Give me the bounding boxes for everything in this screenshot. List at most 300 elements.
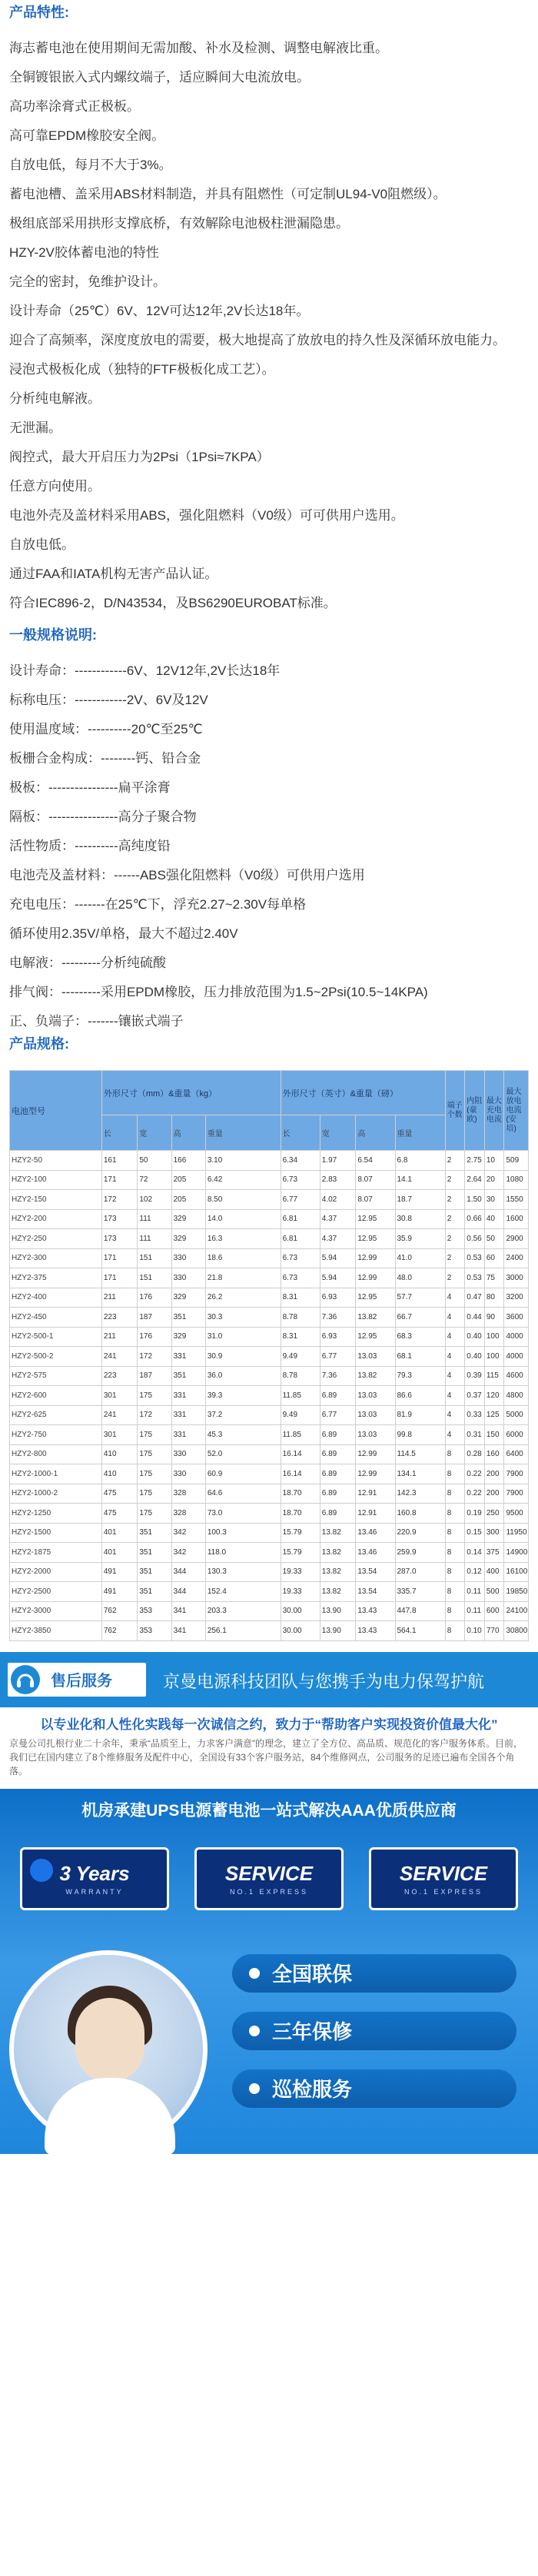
cell-model: HZY2-100 [10, 1170, 102, 1190]
cell-width-mm: 187 [138, 1366, 171, 1386]
cell-width-mm: 353 [138, 1601, 171, 1621]
cell-terminals: 2 [445, 1170, 465, 1190]
cell-length-in: 15.79 [281, 1523, 320, 1543]
feature-item: 浸泡式极板化成（独特的FTF极板化成工艺）。 [9, 362, 275, 377]
cell-terminals: 8 [445, 1504, 465, 1524]
cell-height-in: 6.54 [356, 1151, 395, 1171]
cell-model: HZY2-1875 [10, 1543, 102, 1563]
cell-height-mm: 166 [171, 1151, 205, 1171]
cell-weight-lb: 41.0 [395, 1248, 445, 1268]
cell-model: HZY2-250 [10, 1229, 102, 1249]
cell-weight-lb: 335.7 [395, 1582, 445, 1602]
table-row [10, 1347, 529, 1367]
pill-inspection-label: 巡检服务 [272, 2078, 353, 2101]
cell-terminals: 8 [445, 1464, 465, 1484]
cell-resistance: 0.53 [465, 1248, 485, 1268]
cell-length-in: 18.70 [281, 1504, 320, 1524]
cell-resistance: 0.11 [465, 1601, 485, 1621]
cell-resistance: 0.31 [465, 1425, 485, 1445]
cell-weight-kg: 3.10 [205, 1151, 281, 1171]
cell-model: HZY2-800 [10, 1444, 102, 1464]
cell-width-mm: 351 [138, 1543, 171, 1563]
cell-resistance: 0.22 [465, 1464, 485, 1484]
cell-weight-kg: 73.0 [205, 1504, 281, 1524]
cell-weight-lb: 81.9 [395, 1405, 445, 1425]
table-row [10, 1543, 529, 1563]
cell-model: HZY2-500-2 [10, 1347, 102, 1367]
cell-length-mm: 410 [101, 1464, 138, 1484]
cell-model: HZY2-3000 [10, 1601, 102, 1621]
cell-terminals: 8 [445, 1562, 465, 1582]
cell-max-discharge: 19850 [504, 1582, 529, 1602]
cell-weight-kg: 203.3 [205, 1601, 281, 1621]
cell-terminals: 8 [445, 1543, 465, 1563]
cell-resistance: 0.10 [465, 1621, 485, 1641]
cell-width-mm: 175 [138, 1386, 171, 1406]
cell-length-mm: 762 [101, 1621, 138, 1641]
cell-terminals: 2 [445, 1209, 465, 1229]
table-row [10, 1229, 529, 1249]
cell-length-in: 19.33 [281, 1582, 320, 1602]
cell-max-discharge: 24100 [504, 1601, 529, 1621]
cell-width-mm: 102 [138, 1190, 171, 1210]
cell-weight-kg: 6.42 [205, 1170, 281, 1190]
general-spec-item: 隔板：----------------高分子聚合物 [9, 809, 197, 824]
cell-width-in: 7.36 [320, 1308, 356, 1328]
cell-length-mm: 161 [101, 1151, 138, 1171]
feature-item: 通过FAA和IATA机构无害产品认证。 [9, 567, 218, 581]
col-head-model: 电池型号 [10, 1071, 102, 1151]
features-title: 产品特性: [9, 5, 69, 20]
cell-length-mm: 241 [101, 1347, 138, 1367]
cell-width-in: 6.89 [320, 1425, 356, 1445]
cell-width-mm: 176 [138, 1288, 171, 1308]
table-row [10, 1601, 529, 1621]
feature-item: 全铜镀银嵌入式内螺纹端子，适应瞬间大电流放电。 [9, 70, 310, 85]
cell-width-in: 6.77 [320, 1347, 356, 1367]
cell-weight-lb: 68.3 [395, 1327, 445, 1347]
cell-model: HZY2-625 [10, 1405, 102, 1425]
cell-height-mm: 329 [171, 1327, 205, 1347]
bullet-icon [249, 1968, 260, 1979]
general-spec-item: 电解液：---------分析纯硫酸 [9, 956, 166, 970]
cell-length-in: 6.73 [281, 1268, 320, 1288]
cell-width-in: 2.83 [320, 1170, 356, 1190]
cell-resistance: 0.66 [465, 1209, 485, 1229]
cell-max-charge: 375 [484, 1543, 504, 1563]
cell-weight-lb: 66.7 [395, 1308, 445, 1328]
cell-width-in: 4.37 [320, 1209, 356, 1229]
cell-max-charge: 125 [484, 1405, 504, 1425]
cell-max-charge: 60 [484, 1248, 504, 1268]
cell-resistance: 0.39 [465, 1366, 485, 1386]
cell-height-mm: 330 [171, 1248, 205, 1268]
cell-weight-lb: 114.5 [395, 1444, 445, 1464]
cell-weight-lb: 79.3 [395, 1366, 445, 1386]
cell-terminals: 4 [445, 1425, 465, 1445]
cell-width-mm: 151 [138, 1248, 171, 1268]
cell-height-mm: 351 [171, 1366, 205, 1386]
cell-model: HZY2-375 [10, 1268, 102, 1288]
cell-width-in: 4.37 [320, 1229, 356, 1249]
feature-item: 任意方向使用。 [9, 479, 101, 494]
cell-terminals: 2 [445, 1229, 465, 1249]
cell-weight-kg: 31.0 [205, 1327, 281, 1347]
cell-height-in: 13.03 [356, 1425, 395, 1445]
cell-weight-kg: 14.0 [205, 1209, 281, 1229]
cell-max-discharge: 14900 [504, 1543, 529, 1563]
cell-max-discharge: 30800 [504, 1621, 529, 1641]
cell-weight-kg: 100.3 [205, 1523, 281, 1543]
cell-weight-kg: 64.6 [205, 1484, 281, 1504]
general-spec-item: 极板：----------------扁平涂膏 [9, 780, 171, 795]
cell-resistance: 0.33 [465, 1405, 485, 1425]
cell-width-in: 6.89 [320, 1386, 356, 1406]
table-row [10, 1190, 529, 1210]
sub-head-height-in: 高 [356, 1115, 395, 1151]
cell-width-in: 13.90 [320, 1601, 356, 1621]
feature-item: 高可靠EPDM橡胶安全阀。 [9, 128, 165, 143]
features-section [0, 0, 538, 1065]
cell-resistance: 2.75 [465, 1151, 485, 1171]
cell-weight-kg: 52.0 [205, 1444, 281, 1464]
cell-max-charge: 200 [484, 1464, 504, 1484]
general-spec-item: 标称电压：------------2V、6V及12V [9, 693, 208, 707]
general-spec-item: 充电电压：-------在25℃下，浮充2.27~2.30V每单格 [9, 897, 307, 912]
table-row [10, 1151, 529, 1171]
service-badge-1-big: SERVICE [224, 1861, 314, 1885]
feature-item: 极组底部采用拱形支撑底桥，有效解除电池极柱泄漏隐患。 [9, 216, 349, 231]
cell-width-mm: 172 [138, 1405, 171, 1425]
cell-weight-lb: 18.7 [395, 1190, 445, 1210]
table-row [10, 1386, 529, 1406]
service-badge-2 [369, 1847, 518, 1910]
cell-length-mm: 211 [101, 1327, 138, 1347]
cell-max-discharge: 2900 [504, 1229, 529, 1249]
general-spec-item: 排气阀：---------采用EPDM橡胶，压力排放范围为1.5~2Psi(10.5~14KPA) [9, 985, 428, 999]
cell-height-mm: 330 [171, 1268, 205, 1288]
warranty-badge-big: 3 Years [59, 1861, 130, 1885]
cell-width-mm: 187 [138, 1308, 171, 1328]
cell-model: HZY2-150 [10, 1190, 102, 1210]
warranty-badge [20, 1847, 169, 1910]
cell-length-in: 6.81 [281, 1229, 320, 1249]
cell-weight-kg: 26.2 [205, 1288, 281, 1308]
cell-height-in: 13.03 [356, 1386, 395, 1406]
cell-length-in: 19.33 [281, 1562, 320, 1582]
cell-height-mm: 341 [171, 1621, 205, 1641]
cell-max-discharge: 4000 [504, 1327, 529, 1347]
cell-model: HZY2-750 [10, 1425, 102, 1445]
feature-item: 蓄电池槽、盖采用ABS材料制造，并具有阻燃性（可定制UL94-V0阻燃级）。 [9, 187, 447, 201]
cell-max-discharge: 1600 [504, 1209, 529, 1229]
general-spec-item: 设计寿命：------------6V、12V12年,2V长达18年 [9, 663, 281, 678]
cell-height-in: 12.95 [356, 1209, 395, 1229]
cell-max-charge: 150 [484, 1425, 504, 1445]
cell-weight-lb: 14.1 [395, 1170, 445, 1190]
cell-model: HZY2-600 [10, 1386, 102, 1406]
cell-max-charge: 300 [484, 1523, 504, 1543]
cell-terminals: 8 [445, 1601, 465, 1621]
cell-length-mm: 173 [101, 1209, 138, 1229]
cell-weight-lb: 68.1 [395, 1347, 445, 1367]
general-spec-item: 使用温度域：----------20℃至25℃ [9, 722, 203, 736]
cell-height-in: 13.46 [356, 1543, 395, 1563]
cell-max-discharge: 509 [504, 1151, 529, 1171]
table-row [10, 1308, 529, 1328]
feature-item: 高功率涂膏式正极板。 [9, 99, 140, 114]
cell-model: HZY2-1500 [10, 1523, 102, 1543]
cell-max-charge: 120 [484, 1386, 504, 1406]
sub-head-height: 高 [171, 1115, 205, 1151]
cell-model: HZY2-2500 [10, 1582, 102, 1602]
general-spec-list [9, 656, 529, 1036]
cell-model: HZY2-2000 [10, 1562, 102, 1582]
cell-resistance: 0.11 [465, 1582, 485, 1602]
cell-terminals: 2 [445, 1151, 465, 1171]
cell-max-charge: 75 [484, 1268, 504, 1288]
cell-width-mm: 172 [138, 1347, 171, 1367]
feature-item: 无泄漏。 [9, 420, 61, 435]
commitment-line: 以专业化和人性化实践每一次诚信之约，致力于“帮助客户实现投资价值最大化” [40, 1717, 498, 1732]
cell-height-in: 12.95 [356, 1288, 395, 1308]
cell-length-in: 8.78 [281, 1366, 320, 1386]
cell-length-mm: 223 [101, 1366, 138, 1386]
cell-terminals: 2 [445, 1190, 465, 1210]
cell-height-in: 12.99 [356, 1464, 395, 1484]
cell-length-in: 8.31 [281, 1288, 320, 1308]
cell-width-in: 13.82 [320, 1523, 356, 1543]
warranty-badge-small: WARRANTY [65, 1887, 124, 1896]
cell-height-mm: 330 [171, 1444, 205, 1464]
cell-weight-kg: 18.6 [205, 1248, 281, 1268]
cell-max-discharge: 7900 [504, 1484, 529, 1504]
cell-weight-lb: 160.8 [395, 1504, 445, 1524]
cell-max-discharge: 3600 [504, 1308, 529, 1328]
cell-width-in: 1.97 [320, 1151, 356, 1171]
cell-length-mm: 301 [101, 1425, 138, 1445]
cell-length-mm: 223 [101, 1308, 138, 1328]
cell-width-in: 6.93 [320, 1327, 356, 1347]
cell-resistance: 0.22 [465, 1484, 485, 1504]
table-row [10, 1170, 529, 1190]
pill-nationwide-label: 全国联保 [272, 1963, 353, 1986]
cell-height-mm: 205 [171, 1170, 205, 1190]
cell-height-mm: 328 [171, 1484, 205, 1504]
cell-height-in: 12.95 [356, 1327, 395, 1347]
cell-terminals: 4 [445, 1347, 465, 1367]
cell-resistance: 0.40 [465, 1347, 485, 1367]
feature-item: 自放电低，每月不大于3%。 [9, 158, 172, 172]
cell-length-mm: 171 [101, 1248, 138, 1268]
cell-max-charge: 250 [484, 1504, 504, 1524]
cell-max-charge: 770 [484, 1621, 504, 1641]
feature-item: 迎合了高频率，深度度放电的需要，极大地提高了放放电的持久性及深循环放电能力。 [9, 333, 506, 347]
cell-weight-lb: 57.7 [395, 1288, 445, 1308]
cell-width-in: 6.77 [320, 1405, 356, 1425]
cell-length-in: 18.70 [281, 1484, 320, 1504]
cell-width-in: 4.02 [320, 1190, 356, 1210]
cell-width-in: 6.89 [320, 1504, 356, 1524]
cell-weight-lb: 259.9 [395, 1543, 445, 1563]
cell-height-in: 12.95 [356, 1229, 395, 1249]
cell-length-mm: 171 [101, 1268, 138, 1288]
table-row [10, 1484, 529, 1504]
table-row [10, 1248, 529, 1268]
cell-height-mm: 329 [171, 1229, 205, 1249]
cell-weight-kg: 37.2 [205, 1405, 281, 1425]
cell-max-charge: 600 [484, 1601, 504, 1621]
table-row [10, 1209, 529, 1229]
table-row [10, 1582, 529, 1602]
cell-weight-kg: 118.0 [205, 1543, 281, 1563]
general-spec-item: 电池壳及盖材料：------ABS强化阻燃料（V0级）可供用户选用 [9, 868, 365, 882]
cell-weight-kg: 30.9 [205, 1347, 281, 1367]
cell-width-in: 7.36 [320, 1366, 356, 1386]
table-row [10, 1405, 529, 1425]
cell-max-charge: 500 [484, 1582, 504, 1602]
cell-max-charge: 400 [484, 1562, 504, 1582]
after-sales-badge [8, 1663, 146, 1697]
cell-max-charge: 100 [484, 1327, 504, 1347]
headset-icon [11, 1665, 40, 1694]
service-panel [0, 1789, 538, 2154]
cell-width-mm: 175 [138, 1425, 171, 1445]
cell-resistance: 0.19 [465, 1504, 485, 1524]
cell-length-mm: 410 [101, 1444, 138, 1464]
cell-length-in: 15.79 [281, 1543, 320, 1563]
feature-item: 自放电低。 [9, 537, 75, 552]
cell-length-mm: 172 [101, 1190, 138, 1210]
cell-weight-kg: 36.0 [205, 1366, 281, 1386]
cell-max-discharge: 7900 [504, 1464, 529, 1484]
cell-model: HZY2-450 [10, 1308, 102, 1328]
cell-resistance: 1.50 [465, 1190, 485, 1210]
features-list [9, 34, 529, 618]
cell-weight-kg: 130.3 [205, 1562, 281, 1582]
cell-max-charge: 160 [484, 1444, 504, 1464]
agent-body [45, 2078, 175, 2154]
sub-head-length: 长 [101, 1115, 138, 1151]
col-head-terminals: 端子个数 [445, 1071, 465, 1151]
cell-height-in: 12.91 [356, 1484, 395, 1504]
cell-length-in: 8.78 [281, 1308, 320, 1328]
cell-weight-lb: 30.8 [395, 1209, 445, 1229]
cell-resistance: 0.37 [465, 1386, 485, 1406]
cell-length-in: 9.49 [281, 1347, 320, 1367]
cell-width-in: 6.89 [320, 1444, 356, 1464]
cell-length-mm: 301 [101, 1386, 138, 1406]
cell-terminals: 2 [445, 1248, 465, 1268]
cell-length-in: 30.00 [281, 1621, 320, 1641]
cell-width-in: 13.82 [320, 1543, 356, 1563]
cell-length-mm: 171 [101, 1170, 138, 1190]
cell-max-discharge: 4600 [504, 1366, 529, 1386]
cell-model: HZY2-575 [10, 1366, 102, 1386]
cell-weight-lb: 447.8 [395, 1601, 445, 1621]
general-spec-title: 一般规格说明: [9, 627, 97, 643]
cell-max-charge: 200 [484, 1484, 504, 1504]
cell-height-in: 13.54 [356, 1582, 395, 1602]
cell-max-discharge: 1550 [504, 1190, 529, 1210]
pill-warranty-label: 三年保修 [272, 2020, 353, 2043]
cell-weight-lb: 287.0 [395, 1562, 445, 1582]
cell-length-mm: 762 [101, 1601, 138, 1621]
cell-max-charge: 40 [484, 1209, 504, 1229]
after-sales-label: 售后服务 [51, 1673, 112, 1690]
cell-weight-kg: 256.1 [205, 1621, 281, 1641]
cell-width-mm: 175 [138, 1504, 171, 1524]
feature-item: 完全的密封，免维护设计。 [9, 274, 166, 289]
cell-weight-lb: 142.3 [395, 1484, 445, 1504]
cell-max-discharge: 4000 [504, 1347, 529, 1367]
service-badge-1-small: NO.1 EXPRESS [229, 1887, 309, 1896]
cell-resistance: 0.15 [465, 1523, 485, 1543]
col-head-max-charge: 最大充电电流 [484, 1071, 504, 1151]
cell-max-charge: 100 [484, 1347, 504, 1367]
table-row [10, 1327, 529, 1347]
cell-length-in: 6.73 [281, 1248, 320, 1268]
agent-face [75, 1998, 144, 2082]
pill-nationwide [232, 1954, 516, 1993]
cell-resistance: 0.44 [465, 1308, 485, 1328]
table-row [10, 1504, 529, 1524]
cell-width-mm: 175 [138, 1484, 171, 1504]
cell-length-in: 9.49 [281, 1405, 320, 1425]
cell-height-mm: 342 [171, 1523, 205, 1543]
table-row [10, 1523, 529, 1543]
cell-height-mm: 331 [171, 1425, 205, 1445]
cell-max-discharge: 2400 [504, 1248, 529, 1268]
cell-model: HZY2-1000-2 [10, 1484, 102, 1504]
cell-height-in: 12.91 [356, 1504, 395, 1524]
cell-model: HZY2-50 [10, 1151, 102, 1171]
cell-height-in: 13.46 [356, 1523, 395, 1543]
cell-length-in: 6.73 [281, 1170, 320, 1190]
cell-length-mm: 241 [101, 1405, 138, 1425]
col-head-imperial: 外形尺寸（英寸）&重量（磅） [281, 1071, 445, 1115]
cell-weight-lb: 6.8 [395, 1151, 445, 1171]
cell-weight-lb: 86.6 [395, 1386, 445, 1406]
sub-head-width-in: 宽 [320, 1115, 356, 1151]
cell-terminals: 2 [445, 1268, 465, 1288]
cell-length-mm: 173 [101, 1229, 138, 1249]
cell-terminals: 4 [445, 1386, 465, 1406]
cell-height-mm: 330 [171, 1464, 205, 1484]
cell-height-in: 8.07 [356, 1170, 395, 1190]
service-slogan: 京曼电源科技团队与您携手为电力保驾护航 [163, 1671, 485, 1691]
feature-item: HZY-2V胶体蓄电池的特性 [9, 245, 159, 260]
cell-weight-lb: 99.8 [395, 1425, 445, 1445]
cell-length-mm: 475 [101, 1504, 138, 1524]
cell-resistance: 0.14 [465, 1543, 485, 1563]
spec-table-title: 产品规格: [9, 1036, 69, 1052]
cell-width-mm: 151 [138, 1268, 171, 1288]
service-panel-title: 机房承建UPS电源蓄电池一站式解决AAA优质供应商 [81, 1801, 457, 1820]
cell-width-mm: 72 [138, 1170, 171, 1190]
cell-width-mm: 351 [138, 1562, 171, 1582]
cell-max-discharge: 1080 [504, 1170, 529, 1190]
cell-length-mm: 491 [101, 1562, 138, 1582]
cell-width-in: 6.89 [320, 1464, 356, 1484]
cell-length-mm: 211 [101, 1288, 138, 1308]
cell-max-charge: 50 [484, 1229, 504, 1249]
cell-model: HZY2-400 [10, 1288, 102, 1308]
cell-height-in: 13.43 [356, 1621, 395, 1641]
sub-head-length-in: 长 [281, 1115, 320, 1151]
cell-length-in: 11.85 [281, 1425, 320, 1445]
table-row [10, 1621, 529, 1641]
